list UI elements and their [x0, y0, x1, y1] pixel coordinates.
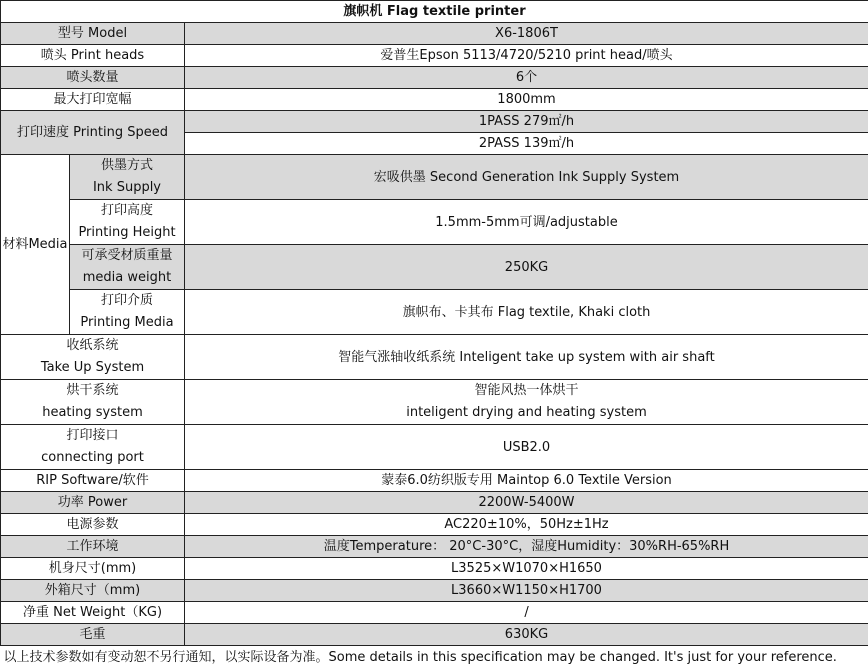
table-row	[1, 200, 868, 245]
rip-value: 蒙泰6.0纺织版专用 Maintop 6.0 Textile Version	[185, 470, 868, 492]
take-up-label-cn: 收纸系统	[66, 338, 119, 353]
table-row	[1, 245, 868, 290]
media-weight-label-cn: 可承受材质重量	[81, 248, 173, 263]
ink-supply-label	[70, 155, 185, 200]
ink-supply-label-cn: 供墨方式	[100, 158, 153, 173]
port-label-en: connecting port	[41, 450, 144, 465]
print-height-label-en: Printing Height	[78, 225, 176, 240]
table-row	[1, 23, 868, 45]
print-height-label-cn: 打印高度	[100, 203, 153, 218]
take-up-value: 智能气涨轴收纸系统 Inteligent take up system with air shaft	[185, 335, 868, 380]
media-weight-value: 250KG	[185, 245, 868, 290]
table-row	[1, 492, 868, 514]
head-count-label: 喷头数量	[1, 67, 185, 89]
port-label	[1, 425, 185, 470]
heating-value-en: inteligent drying and heating system	[406, 405, 647, 420]
take-up-label-en: Take Up System	[40, 360, 145, 375]
speed-value-1pass: 1PASS 279㎡/h	[185, 111, 868, 133]
heating-value	[185, 380, 868, 425]
speed-value-2pass: 2PASS 139㎡/h	[185, 133, 868, 155]
environment-label: 工作环境	[1, 536, 185, 558]
power-value: 2200W-5400W	[185, 492, 868, 514]
media-label: 材料Media	[1, 155, 70, 335]
print-heads-value: 爱普生Epson 5113/4720/5210 print head/喷头	[185, 45, 868, 67]
max-width-value: 1800mm	[185, 89, 868, 111]
table-title: 旗帜机 Flag textile printer	[1, 1, 868, 23]
table-row	[1, 111, 868, 133]
port-label-cn: 打印接口	[66, 428, 119, 443]
rip-label: RIP Software/软件	[1, 470, 185, 492]
table-row	[1, 624, 868, 646]
print-heads-label: 喷头 Print heads	[1, 45, 185, 67]
print-media-value: 旗帜布、卡其布 Flag textile, Khaki cloth	[185, 290, 868, 335]
media-weight-label-en: media weight	[82, 270, 172, 285]
table-row	[1, 45, 868, 67]
port-value: USB2.0	[185, 425, 868, 470]
model-label: 型号 Model	[1, 23, 185, 45]
model-value: X6-1806T	[185, 23, 868, 45]
print-height-label	[70, 200, 185, 245]
voltage-label: 电源参数	[1, 514, 185, 536]
table-row	[1, 155, 868, 200]
machine-size-value: L3525×W1070×H1650	[185, 558, 868, 580]
gross-weight-label: 毛重	[1, 624, 185, 646]
title-row	[1, 1, 868, 23]
ink-supply-label-en: Ink Supply	[92, 180, 162, 195]
heating-value-cn: 智能风热一体烘干	[474, 383, 579, 398]
table-row	[1, 290, 868, 335]
heating-label-cn: 烘干系统	[66, 383, 119, 398]
table-row	[1, 380, 868, 425]
media-weight-label	[70, 245, 185, 290]
print-media-label-en: Printing Media	[80, 315, 174, 330]
print-height-value: 1.5mm-5mm可调/adjustable	[185, 200, 868, 245]
gross-weight-value: 630KG	[185, 624, 868, 646]
package-size-label: 外箱尺寸（mm)	[1, 580, 185, 602]
machine-size-label: 机身尺寸(mm)	[1, 558, 185, 580]
voltage-value: AC220±10%，50Hz±1Hz	[185, 514, 868, 536]
max-width-label: 最大打印宽幅	[1, 89, 185, 111]
note-row	[1, 646, 868, 669]
table-row	[1, 602, 868, 624]
table-row	[1, 335, 868, 380]
table-row	[1, 580, 868, 602]
net-weight-label: 净重 Net Weight（KG)	[1, 602, 185, 624]
ink-supply-value: 宏吸供墨 Second Generation Ink Supply System	[185, 155, 868, 200]
speed-label: 打印速度 Printing Speed	[1, 111, 185, 155]
package-size-value: L3660×W1150×H1700	[185, 580, 868, 602]
power-label: 功率 Power	[1, 492, 185, 514]
table-row	[1, 470, 868, 492]
heating-label-en: heating system	[42, 405, 143, 420]
head-count-value: 6个	[185, 67, 868, 89]
print-media-label	[70, 290, 185, 335]
table-row	[1, 514, 868, 536]
environment-value: 温度Temperature： 20°C-30°C，湿度Humidity：30%RH-65%RH	[185, 536, 868, 558]
net-weight-value: /	[185, 602, 868, 624]
heating-label	[1, 380, 185, 425]
table-row	[1, 536, 868, 558]
table-row	[1, 558, 868, 580]
footnote: 以上技术参数如有变动恕不另行通知，以实际设备为准。Some details in this specification may be changed. It's just for your reference.	[3, 649, 837, 665]
table-row	[1, 67, 868, 89]
table-row	[1, 425, 868, 470]
take-up-label	[1, 335, 185, 380]
print-media-label-cn: 打印介质	[100, 293, 153, 308]
table-row	[1, 89, 868, 111]
